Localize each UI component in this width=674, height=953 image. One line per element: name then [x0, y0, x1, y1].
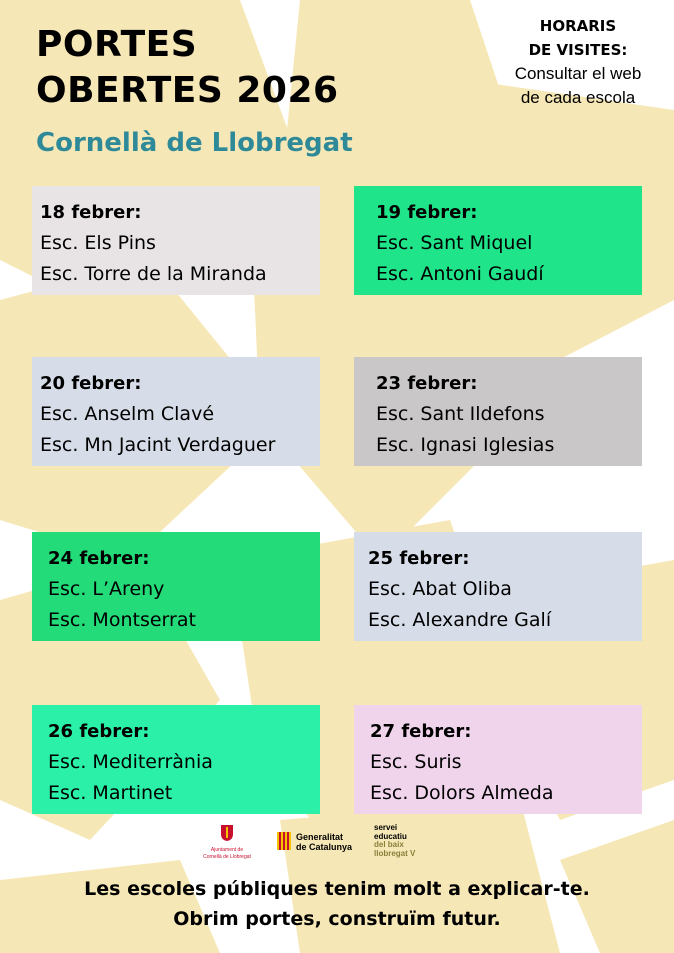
generalitat-line-2: de Catalunya: [296, 842, 353, 852]
date-card-24: [32, 532, 320, 641]
card-school-2: Esc. Antoni Gaudí: [376, 263, 544, 285]
date-card-25: [354, 532, 642, 641]
hours-line-2: DE VISITES:: [528, 41, 628, 59]
card-school-2: Esc. Dolors Almeda: [370, 782, 554, 804]
date-card-26: [32, 705, 320, 814]
servei-line-4: llobregat V: [374, 848, 416, 858]
date-card-19: [354, 186, 642, 295]
partner-logos: [0, 820, 674, 870]
title-line-1: PORTES: [36, 24, 198, 65]
card-school-1: Esc. Abat Oliba: [368, 578, 512, 600]
card-date: 26 febrer:: [48, 721, 150, 742]
date-card-27: [354, 705, 642, 814]
card-date: 20 febrer:: [40, 373, 142, 394]
servei-line-1: servei: [374, 823, 398, 832]
card-date: 23 febrer:: [376, 373, 478, 394]
card-school-2: Esc. Torre de la Miranda: [40, 263, 267, 285]
card-school-1: Esc. Els Pins: [40, 232, 156, 254]
title-line-2: OBERTES 2026: [36, 70, 339, 111]
servei-line-2: educatiu: [374, 831, 407, 841]
card-school-2: Esc. Alexandre Galí: [368, 609, 552, 631]
ajuntament-logo: [196, 824, 258, 861]
date-card-18: [32, 186, 320, 295]
ajuntament-line-1: Ajuntament de: [210, 847, 244, 853]
generalitat-flag-icon: [277, 832, 291, 850]
card-school-1: Esc. Sant Ildefons: [376, 403, 545, 425]
card-school-1: Esc. Sant Miquel: [376, 232, 533, 254]
generalitat-line-1: Generalitat: [296, 832, 344, 842]
card-school-2: Esc. Mn Jacint Verdaguer: [40, 434, 276, 456]
date-card-23: [354, 357, 642, 466]
hours-line-4: de cada escola: [520, 88, 636, 107]
footer-slogan: [0, 874, 674, 934]
visit-hours-note: [480, 14, 674, 110]
card-school-2: Esc. Ignasi Iglesias: [376, 434, 555, 456]
servei-educatiu-logo: [374, 824, 454, 858]
card-school-1: Esc. Mediterrània: [48, 751, 213, 773]
date-card-20: [32, 357, 320, 466]
card-date: 18 febrer:: [40, 202, 142, 223]
footer-line-2: Obrim portes, construïm futur.: [173, 908, 501, 930]
hours-line-1: HORARIS: [539, 17, 617, 35]
card-date: 25 febrer:: [368, 548, 470, 569]
page-title: [36, 22, 339, 114]
page-subtitle: Cornellà de Llobregat: [36, 128, 353, 158]
hours-line-3: Consultar el web: [514, 64, 642, 83]
card-date: 24 febrer:: [48, 548, 150, 569]
card-date: 19 febrer:: [376, 202, 478, 223]
card-school-1: Esc. Suris: [370, 751, 462, 773]
card-school-2: Esc. Martinet: [48, 782, 173, 804]
coat-of-arms-icon: [220, 824, 234, 842]
ajuntament-line-2: Cornellà de Llobregat: [203, 854, 251, 860]
card-school-1: Esc. L’Areny: [48, 578, 165, 600]
card-school-1: Esc. Anselm Clavé: [40, 403, 215, 425]
card-date: 27 febrer:: [370, 721, 472, 742]
servei-line-3: del baix: [374, 840, 404, 849]
footer-line-1: Les escoles públiques tenim molt a explicar-te.: [84, 878, 590, 900]
card-school-2: Esc. Montserrat: [48, 609, 196, 631]
